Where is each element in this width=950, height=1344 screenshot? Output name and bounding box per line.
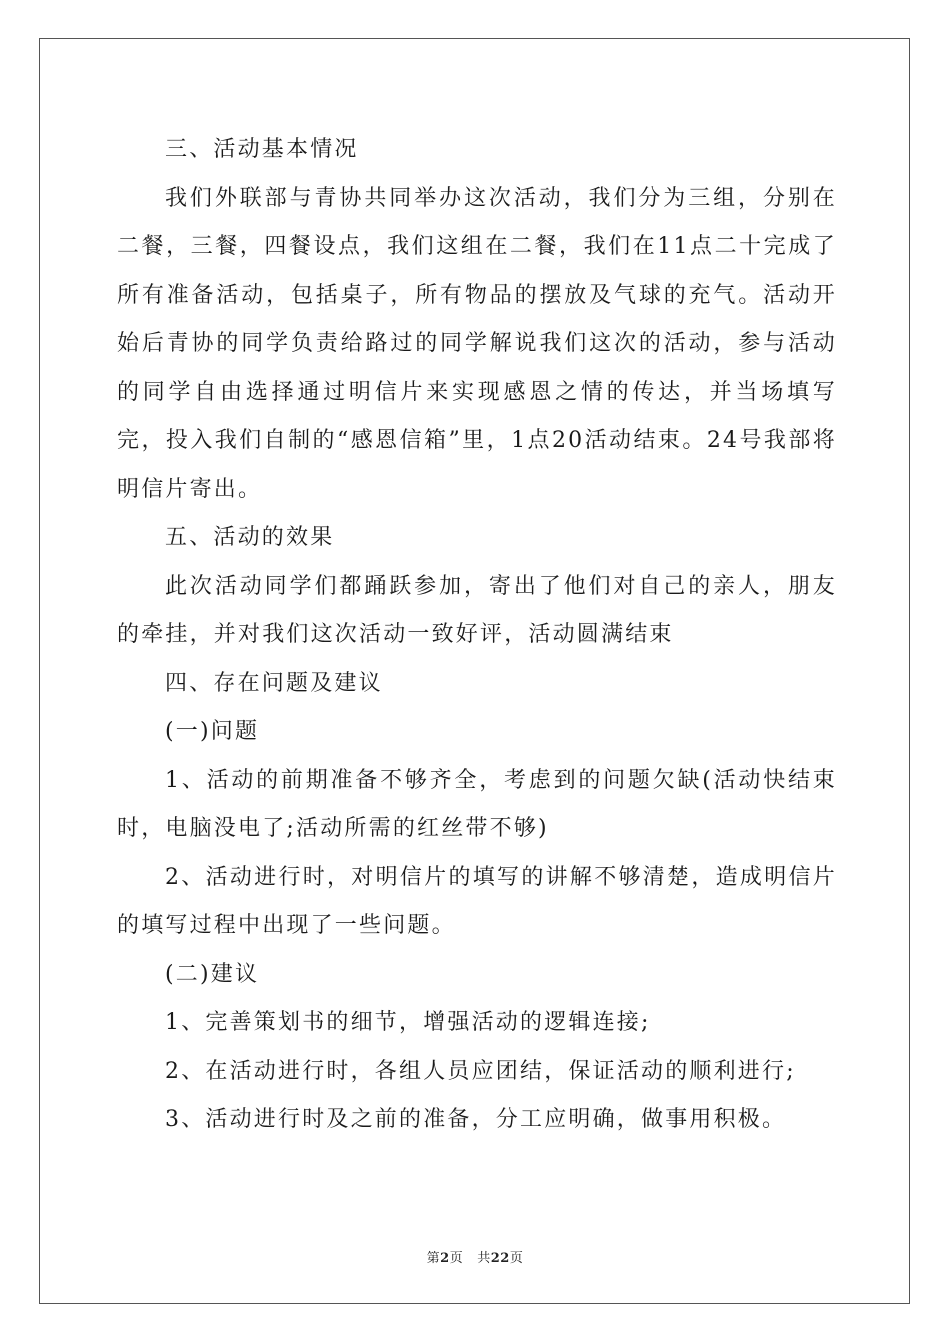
- problem-item-2: 2、活动进行时，对明信片的填写的讲解不够清楚，造成明信片的填写过程中出现了一些问题。: [117, 864, 837, 938]
- page-prefix: 第: [426, 1251, 441, 1266]
- section-heading-activity-basics: 三、活动基本情况: [165, 137, 359, 162]
- section-heading-activity-effect: 五、活动的效果: [165, 525, 335, 550]
- suggestion-item-1: 1、完善策划书的细节，增强活动的逻辑连接;: [165, 1010, 651, 1035]
- page-suffix: 页: [449, 1251, 464, 1266]
- page-footer: [0, 1247, 950, 1266]
- subheading-problems: (一)问题: [165, 719, 260, 744]
- problem-item-1: 1、活动的前期准备不够齐全，考虑到的问题欠缺(活动快结束时，电脑没电了;活动所需的红丝带不够): [117, 767, 837, 841]
- subheading-suggestions: (二)建议: [165, 961, 260, 987]
- section-heading-problems-suggestions: 四、存在问题及建议: [165, 670, 383, 696]
- suggestion-item-2: 2、在活动进行时，各组人员应团结，保证活动的顺利进行;: [165, 1058, 796, 1084]
- document-body: [117, 126, 837, 1145]
- page-number: 2: [440, 1251, 450, 1266]
- paragraph-activity-effect: 此次活动同学们都踊跃参加，寄出了他们对自己的亲人，朋友的牵挂，并对我们这次活动一致好评，活动圆满结束: [117, 573, 837, 647]
- total-pages: 22: [490, 1251, 510, 1266]
- total-prefix: 共: [477, 1251, 491, 1266]
- total-suffix: 页: [509, 1251, 524, 1266]
- paragraph-activity-description: 我们外联部与青协共同举办这次活动，我们分为三组，分别在二餐，三餐，四餐设点，我们这组在二餐，我们在11点二十完成了所有准备活动，包括桌子，所有物品的摆放及气球的充气。活动开始后青协的同学负责给路过的同学解说我们这次的活动，参与活动的同学自由选择通过明信片来实现感恩之情的传达，并当场填写完，投入我们自制的“感恩信箱”里，1点20活动结束。24号我部将明信片寄出。: [117, 185, 837, 502]
- suggestion-item-3: 3、活动进行时及之前的准备，分工应明确，做事用积极。: [165, 1107, 787, 1132]
